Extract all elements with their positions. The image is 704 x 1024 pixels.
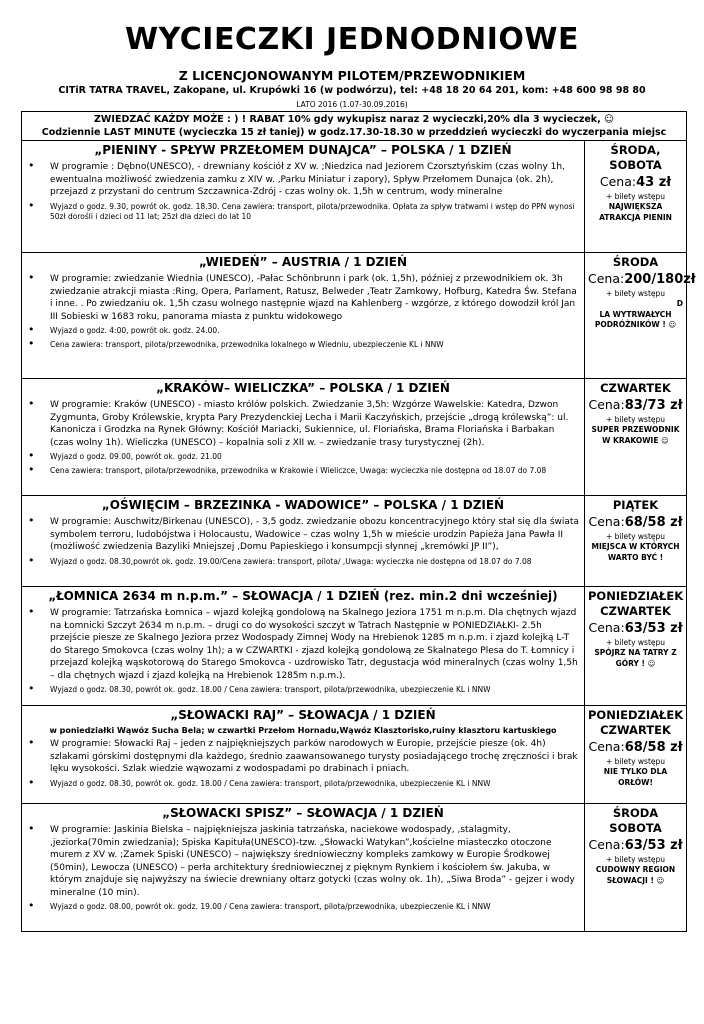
tour-price [588,270,696,289]
promo-banner [22,112,687,141]
tour-price [588,836,683,855]
tour-row [22,587,687,706]
tours-table [21,111,696,932]
tour-days: ŚRODA, SOBOTA [609,143,662,172]
price-value: 43 zł [636,175,672,190]
tour-title: „ŁOMNICA 2634 m n.p.m.” – SŁOWACJA / 1 DZIEŃ (rez. min.2 dni wcześniej) [48,589,558,603]
price-value: 63/53 zł [624,838,683,853]
promo-discount: ZWIEDZAĆ KAŻDY MOŻE : ) ! RABAT 10% gdy wykupisz naraz 2 wycieczki,20% dla 3 wycieczek, ☺ [94,114,614,125]
tour-logistics-item: • Wyjazd o godz. 08.30, powrót ok. godz. 18.00 / Cena zawiera: transport, pilota/przewodnika, ubezpieczenie KL i NNW [26,779,580,790]
tour-logistics-item: • Cena zawiera: transport, pilota/przewodnika, przewodnika lokalnego w Wiedniu, ubezpieczenie KL i NNW [26,340,580,351]
tour-days: ŚRODA SOBOTA [609,806,662,835]
tour-price [588,396,683,415]
price-value: 68/58 zł [624,515,683,530]
tour-days: CZWARTEK [600,381,671,395]
tour-title: „KRAKÓW– WIELICZKA” – POLSKA / 1 DZIEŃ [156,381,450,395]
tour-row [22,804,687,932]
tour-row [22,253,687,379]
tour-description-cell [22,587,585,706]
tour-description-cell [22,706,585,804]
tour-highlight-note: LA WYTRWAŁYCH PODRÓŻNIKÓW ! ☺ [594,309,677,329]
tour-highlight-note: SUPER PRZEWODNIK W KRAKOWIE ☺ [591,425,680,445]
tour-row [22,706,687,804]
price-label: Cena: [588,620,625,635]
tour-program-item: • W programie: Słowacki Raj – jeden z najpiękniejszych parków narodowych w Europie, przejście piesze (ok. 4h) szlakami górskimi dostępnymi dla każdego, średnio zaawansowanego turysty posiadającego trochę zręczności i brak lęku wysokości. Szlak wiedzie wąwozami z wodospadami po drabinach i pniach. [26,738,580,776]
tour-highlight-note: NAJWIĘKSZA ATRAKCJA PIENIN [599,202,672,222]
tour-price [588,619,683,638]
page-subtitle: Z LICENCJONOWANYM PILOTEM/PRZEWODNIKIEM [178,68,526,83]
tour-title: „OŚWIĘCIM – BRZEZINKA - WADOWICE” – POLSKA / 1 DZIEŃ [101,498,505,512]
tour-days: ŚRODA [612,255,659,269]
stray-letter: D [676,299,684,308]
tour-info-cell [585,706,687,804]
tour-days: PIĄTEK [612,498,659,512]
tour-logistics-item: • Cena zawiera: transport, pilota/przewodnika, przewodnika w Krakowie i Wieliczce, Uwaga: wycieczka nie dostępna od 18.07 do 7.08 [26,466,580,477]
tour-description-cell [22,379,585,496]
tour-row [22,379,687,496]
tour-program-item: • W programie: zwiedzanie Wiednia (UNESCO), -Pałac Schönbrunn i park (ok. 1,5h), później z przewodnikiem ok. 3h zwiedzanie atrakcji miasta :Ring, Opera, Parlament, Ratusz, Belweder ,Teatr Zamkowy, Hofburg, Katedra Św. Stefana i inne. . Po zwiedzaniu ok. 1,5h czasu wolnego następnie wjazd na Kahlenberg - wzgórze, z którego dowodził król Jan III Sobieski w 1683 roku, panorama miasta z punktu widokowego [26,273,580,323]
tickets-extra: + bilety wstępu [605,192,666,201]
tour-subtitle: w poniedziałki Wąwóz Sucha Bela; w czwartki Przełom Hornadu,Wąwóz Klasztorisko,ruiny klasztoru kartuskiego [49,726,557,735]
tickets-extra: + bilety wstępu [605,415,666,424]
tour-title: „SŁOWACKI RAJ” – SŁOWACJA / 1 DZIEŃ [170,708,436,722]
promo-last-minute: Codziennie LAST MINUTE (wycieczka 15 zł taniej) w godz.17.30-18.30 w przeddzień wycieczki do wyczerpania miejsc [41,127,667,138]
tour-program-item: • W programie: Kraków (UNESCO) - miasto królów polskich. Zwiedzanie 3,5h: Wzgórze Wawelskie: Katedra, Dzwon Zygmunta, Groby Królewskie, krypta Pary Prezydenckiej Lecha i Marii Kaczyńskich, przejście „drogą królewską”: ul. Kanonicza i Grodzka na Rynek Główny: Kościół Mariacki, Sukiennice, ul. Floriańska, Brama Floriańska i Barbakan (czas wolny 1h). Wieliczka (UNESCO) – kopalnia soli z XII w. – zwiedzanie trasy turystycznej (2h). [26,399,580,449]
tour-title: „WIEDEŃ” – AUSTRIA / 1 DZIEŃ [198,255,408,269]
tour-info-cell [585,379,687,496]
price-value: 63/53 zł [624,621,683,636]
tour-info-cell [585,253,696,379]
tour-price [588,173,683,192]
price-value: 200/180zł [624,272,696,287]
price-label: Cena: [588,514,625,529]
tour-info-cell [585,804,687,932]
season-dates: LATO 2016 (1.07-30.09.2016) [296,100,408,109]
tour-logistics-item: • Wyjazd o godz. 9.30, powrót ok. godz. 18.30. Cena zawiera: transport, pilota/przewodnika. Opłata za spływ tratwami i wstęp do PPN wynosi 50zł dorośli i dzieci od 11 lat; 25zł dla dzieci do lat 10 [26,202,580,223]
tour-info-cell [585,587,687,706]
tickets-extra: + bilety wstępu [605,638,666,647]
tour-row [22,141,687,253]
tour-program-item: • W programie: Jaskinia Bielska – najpiękniejsza jaskinia tatrzańska, naciekowe wodospady, ,stalagmity, ,jeziorka(70min zwiedzania); Spiska Kapituła(UNESCO)-tzw. „Słowacki Watykan”,kościelne miasteczko otoczone murem z XV w. ;Zamek Spiski (UNESCO) – największy średniowieczny kompleks zamkowy w Europie Środkowej (50min), Lewocza (UNESCO) – perła architektury średniowiecznej z pięknym Rynkiem i kościołem św. Jakuba, w którym znajduje się najwyższy na świecie drewniany ołtarz gotycki (czas wolny ok. 1h), „Siwa Broda” - gejzer i wody mineralne (10 min). [26,824,580,899]
tour-logistics-item: • Wyjazd o godz. 08.30, powrót ok. godz. 18.00 / Cena zawiera: transport, pilota/przewodnika, ubezpieczenie KL i NNW [26,685,580,696]
tickets-extra: + bilety wstępu [605,855,666,864]
tour-highlight-note: MIEJSCA W KTÓRYCH WARTO BYĆ ! [591,542,680,562]
tour-highlight-note: SPÓJRZ NA TATRY Z GÓRY ! ☺ [594,648,677,668]
banner-row [22,112,687,141]
price-label: Cena: [588,271,625,286]
tour-program-item: • W programie: Auschwitz/Birkenau (UNESCO), - 3,5 godz. zwiedzanie obozu koncentracyjnego który stał się dla świata symbolem terroru, ludobójstwa i Holocaustu, Wadowice – czas wolny 1,5h w mieście urodzin Papieża Jana Pawła II (możliwość zwiedzenia Bazyliki Mniejszej ,Domu Papieskiego i konsumpcji słynnej „kremówki JP II”), [26,516,580,554]
tickets-extra: + bilety wstępu [605,532,666,541]
price-label: Cena: [588,837,625,852]
tour-description-cell [22,141,585,253]
tour-logistics-item: • Wyjazd o godz. 4:00, powrót ok. godz. 24.00. [26,326,580,337]
tour-days: PONIEDZIAŁEK CZWARTEK [588,708,684,737]
tour-logistics-item: • Wyjazd o godz. 08.30,powrót ok. godz. 19.00/Cena zawiera: transport, pilota/ ,Uwaga: wycieczka nie dostępna od 18.07 do 7.08 [26,557,580,568]
tour-description-cell [22,804,585,932]
price-label: Cena: [588,739,625,754]
tour-info-cell [585,496,687,587]
price-value: 68/58 zł [624,740,683,755]
tour-program-item: • W programie: Tatrzańska Łomnica – wjazd kolejką gondolową na Skalnego Jeziora 1751 m n.p.m. Dla chętnych wjazd na Łomnicki Szczyt 2634 m n.p.m. – drugi co do wysokości szczyt w Tatrach Następnie w PONIEDZIAŁKI- 2.5h przejście piesze ze Skalnego Jeziora przez Wodospady Zimnej Wody na Hrebienok 1285 m n.p.m. i zjazd kolejką L-T do Starego Smokovca (czas wolny 1h); a w CZWARTKI - zjazd kolejką gondolową ze Skalnatego Plesa do T. Łomnicy i przejazd kolejką wąskotorową do Starego Smokovca - uzdrowisko Tatr, degustacja wód mineralnych (czas wolny 1,5h – dla chętnych wjazd i zjazd kolejką na Hrebienok 1285m n.p.m.). [26,607,580,682]
tour-highlight-note: NIE TYLKO DLA ORŁÓW! [603,767,668,787]
price-label: Cena: [588,397,625,412]
tickets-extra: + bilety wstępu [605,757,666,766]
tour-info-cell [585,141,687,253]
tour-program-item: • W programie : Dębno(UNESCO), - drewniany kościół z XV w. ;Niedzica nad Jeziorem Czorsztyńskim (czas wolny 1h, ewentualna możliwość zwiedzenia zamku z XIV w. ,Parku Miniatur i zapory), Spływ Przełomem Dunajca (ok. 2h), przejazd z przystani do centrum Szczawnica-Zdrój - czas wolny ok. 1,5h w centrum, wody mineralne [26,161,580,199]
tour-row [22,496,687,587]
tour-days: PONIEDZIAŁEK CZWARTEK [588,589,684,618]
page-title: WYCIECZKI JEDNODNIOWE [125,22,579,57]
tickets-extra: + bilety wstępu [605,289,666,298]
tour-logistics-item: • Wyjazd o godz. 09.00, powrót ok. godz. 21.00 [26,452,580,463]
tour-price [588,513,683,532]
tour-description-cell [22,253,585,379]
price-label: Cena: [599,174,637,189]
tour-title: „SŁOWACKI SPISZ” – SŁOWACJA / 1 DZIEŃ [162,806,444,820]
tour-title: „PIENINY - SPŁYW PRZEŁOMEM DUNAJCA” – POLSKA / 1 DZIEŃ [94,143,512,157]
company-contact: CITiR TATRA TRAVEL, Zakopane, ul. Krupówki 16 (w podwórzu), tel: +48 18 20 64 201, kom: +48 600 98 98 80 [58,85,646,96]
tour-highlight-note: CUDOWNY REGION SŁOWACJI ! ☺ [595,865,676,885]
price-value: 83/73 zł [624,398,683,413]
tour-price [588,738,683,757]
tour-logistics-item: • Wyjazd o godz. 08.00, powrót ok. godz. 19.00 / Cena zawiera: transport, pilota/przewodnika, ubezpieczenie KL i NNW [26,902,580,913]
tour-description-cell [22,496,585,587]
